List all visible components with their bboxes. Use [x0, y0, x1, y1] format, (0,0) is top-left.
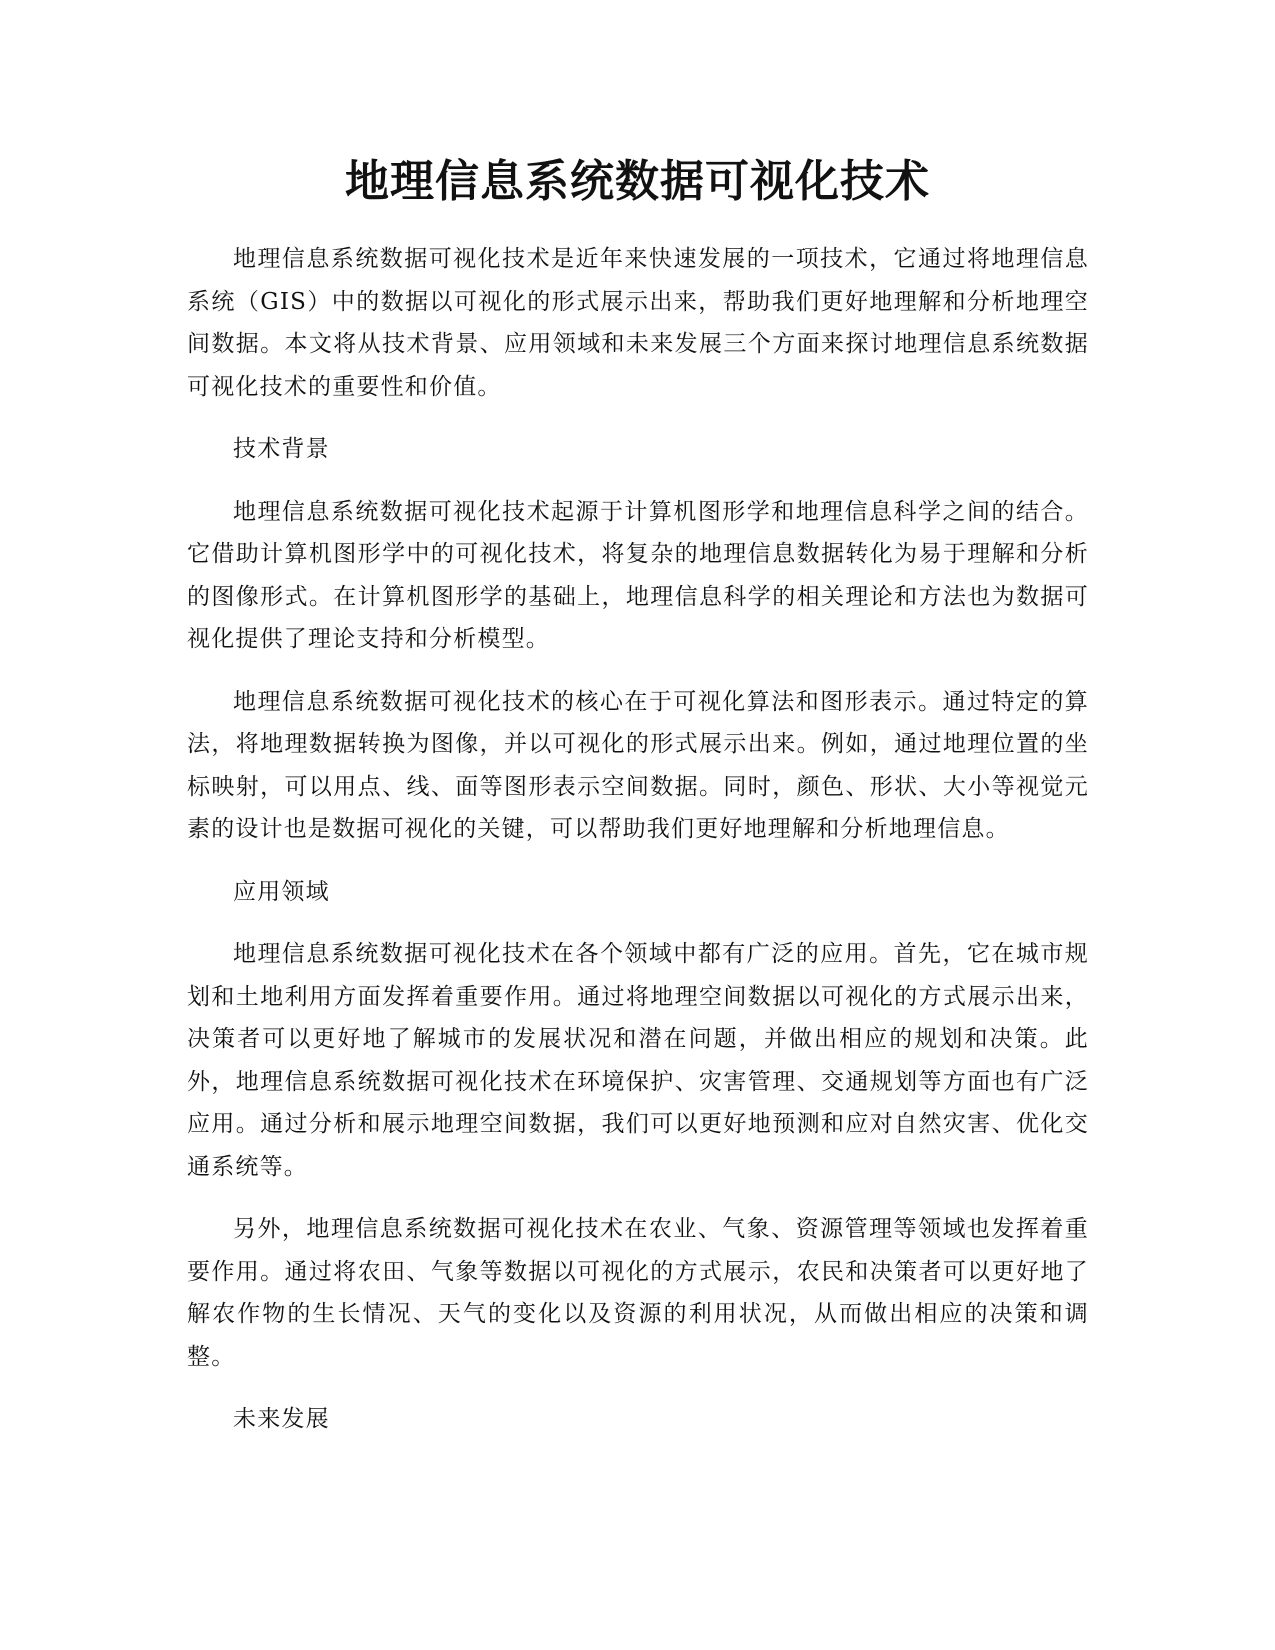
document-body — [187, 238, 1089, 1461]
document-title: 地理信息系统数据可视化技术 — [345, 156, 930, 207]
section-heading-background: 技术背景 — [233, 436, 330, 462]
intro-paragraph: 地理信息系统数据可视化技术是近年来快速发展的一项技术，它通过将地理信息系统（GIS）中的数据以可视化的形式展示出来，帮助我们更好地理解和分析地理空间数据。本文将从技术背景、应用领域和未来发展三个方面来探讨地理信息系统数据可视化技术的重要性和价值。 — [187, 246, 1089, 400]
applications-paragraph-2: 另外，地理信息系统数据可视化技术在农业、气象、资源管理等领域也发挥着重要作用。通过将农田、气象等数据以可视化的方式展示，农民和决策者可以更好地了解农作物的生长情况、天气的变化以及资源的利用状况，从而做出相应的决策和调整。 — [187, 1216, 1089, 1370]
section-heading-applications: 应用领域 — [233, 878, 330, 905]
applications-paragraph-1: 地理信息系统数据可视化技术在各个领域中都有广泛的应用。首先，它在城市规划和土地利用方面发挥着重要作用。通过将地理空间数据以可视化的方式展示出来，决策者可以更好地了解城市的发展状况和潜在问题，并做出相应的规划和决策。此外，地理信息系统数据可视化技术在环境保护、灾害管理、交通规划等方面也有广泛应用。通过分析和展示地理空间数据，我们可以更好地预测和应对自然灾害、优化交通系统等。 — [187, 941, 1089, 1180]
background-paragraph-2: 地理信息系统数据可视化技术的核心在于可视化算法和图形表示。通过特定的算法，将地理数据转换为图像，并以可视化的形式展示出来。例如，通过地理位置的坐标映射，可以用点、线、面等图形表示空间数据。同时，颜色、形状、大小等视觉元素的设计也是数据可视化的关键，可以帮助我们更好地理解和分析地理信息。 — [187, 688, 1089, 842]
section-heading-future: 未来发展 — [233, 1406, 330, 1432]
background-paragraph-1: 地理信息系统数据可视化技术起源于计算机图形学和地理信息科学之间的结合。它借助计算机图形学中的可视化技术，将复杂的地理信息数据转化为易于理解和分析的图像形式。在计算机图形学的基础上，地理信息科学的相关理论和方法也为数据可视化提供了理论支持和分析模型。 — [187, 498, 1089, 652]
